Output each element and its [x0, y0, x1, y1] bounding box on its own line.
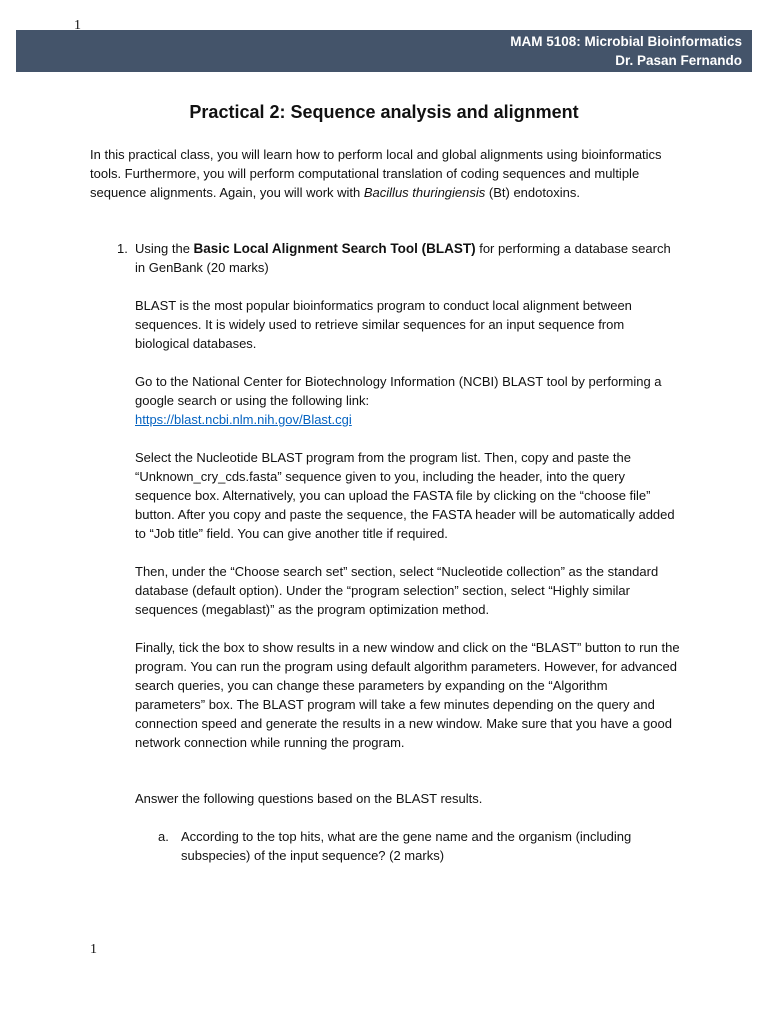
- run-instructions: Finally, tick the box to show results in a new window and click on the “BLAST” button to run the program. You can run the program using default algorithm parameters. However, for advanced search queries, you can change these parameters by expanding on the “Algorithm parameters” box. The BLAST program will take a few minutes depending on the query and connection speed and generate the results in a new window. Make sure that you have a good network connection while running the program.: [135, 640, 680, 750]
- question-a: According to the top hits, what are the gene name and the organism (including subspecies) of the input sequence? (2 marks): [181, 829, 632, 863]
- nucleotide-blast-instructions: Select the Nucleotide BLAST program from the program list. Then, copy and paste the “Unknown_cry_cds.fasta” sequence given to you, including the header, into the query sequence box. Alternatively, you can upload the FASTA file by clicking on the “choose file” button. After you copy and paste the sequence, the FASTA header will be automatically added to “Job title” field. You can give another title if required.: [135, 450, 675, 541]
- blast-description: BLAST is the most popular bioinformatics program to conduct local alignment between sequences. It is widely used to retrieve similar sequences for an input sequence from biological databases.: [135, 298, 632, 351]
- list-number: 1.: [117, 241, 128, 256]
- footer-page-number: 1: [90, 942, 97, 957]
- sub-item-label: a.: [158, 829, 169, 844]
- species-name: Bacillus thuringiensis: [363, 185, 486, 200]
- intro-paragraph: In this practical class, you will learn how to perform local and global alignments using bioinformatics tools. Furthermore, you will perform computational translation of coding sequences and multiple sequence alignments. Again, you will work with Bacillus thuringiensis (Bt) endotoxins.: [90, 147, 662, 200]
- page-title: Practical 2: Sequence analysis and alignment: [189, 102, 579, 122]
- questions-intro: Answer the following questions based on the BLAST results.: [135, 791, 483, 806]
- instructor-name: Dr. Pasan Fernando: [615, 53, 742, 68]
- header-page-number: 1: [74, 18, 81, 33]
- blast-link[interactable]: https://blast.ncbi.nlm.nih.gov/Blast.cgi: [135, 412, 352, 427]
- header-course-info: [510, 32, 742, 70]
- search-set-instructions: Then, under the “Choose search set” section, select “Nucleotide collection” as the standard database (default option). Under the “program selection” section, select “Highly similar sequences (megablast)” as the program optimization method.: [135, 564, 659, 617]
- header-band: [16, 30, 752, 72]
- ncbi-instructions: Go to the National Center for Biotechnology Information (NCBI) BLAST tool by performing a google search or using the following link: https://blast.ncbi.nlm.nih.gov/Blast.cgi: [135, 374, 662, 427]
- course-title: MAM 5108: Microbial Bioinformatics: [510, 34, 742, 49]
- tool-name: Basic Local Alignment Search Tool (BLAST): [193, 241, 476, 256]
- item1-heading: Using the Basic Local Alignment Search Tool (BLAST) for performing a database search in GenBank (20 marks): [135, 241, 671, 275]
